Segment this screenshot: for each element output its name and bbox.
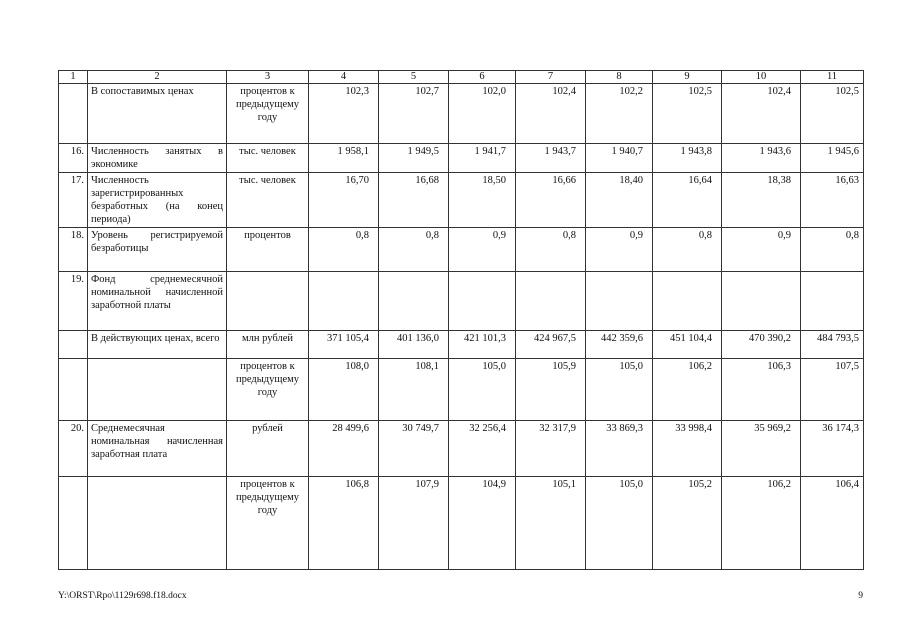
unit-cell: рублей	[227, 421, 309, 477]
value-cell: 32 317,9	[516, 421, 586, 477]
value-cell: 102,5	[653, 84, 722, 144]
value-cell: 33 869,3	[586, 421, 653, 477]
value-cell: 0,8	[309, 228, 379, 272]
table-row	[59, 228, 864, 272]
value-cell: 105,0	[586, 359, 653, 421]
indicator-name: В сопоставимых ценах	[88, 84, 227, 144]
value-cell: 1 943,6	[722, 144, 801, 173]
column-number: 3	[227, 71, 309, 84]
value-cell: 1 943,7	[516, 144, 586, 173]
value-cell	[309, 272, 379, 331]
value-cell: 0,9	[449, 228, 516, 272]
column-number: 5	[379, 71, 449, 84]
value-cell: 102,2	[586, 84, 653, 144]
unit-cell	[227, 272, 309, 331]
table-row	[59, 144, 864, 173]
column-number: 11	[801, 71, 864, 84]
value-cell: 102,4	[516, 84, 586, 144]
value-cell: 424 967,5	[516, 331, 586, 359]
table-row	[59, 84, 864, 144]
row-number	[59, 477, 88, 570]
column-number: 6	[449, 71, 516, 84]
row-number: 17.	[59, 173, 88, 228]
value-cell: 106,3	[722, 359, 801, 421]
value-cell: 451 104,4	[653, 331, 722, 359]
unit-cell: процентов к предыдущему году	[227, 84, 309, 144]
value-cell: 442 359,6	[586, 331, 653, 359]
value-cell: 106,4	[801, 477, 864, 570]
value-cell: 105,1	[516, 477, 586, 570]
value-cell: 0,8	[516, 228, 586, 272]
row-number: 19.	[59, 272, 88, 331]
value-cell: 105,2	[653, 477, 722, 570]
value-cell: 28 499,6	[309, 421, 379, 477]
column-number: 8	[586, 71, 653, 84]
value-cell: 18,50	[449, 173, 516, 228]
value-cell: 105,0	[586, 477, 653, 570]
unit-cell: процентов к предыдущему году	[227, 359, 309, 421]
value-cell: 108,0	[309, 359, 379, 421]
value-cell: 16,70	[309, 173, 379, 228]
value-cell: 106,8	[309, 477, 379, 570]
row-number	[59, 84, 88, 144]
value-cell: 16,63	[801, 173, 864, 228]
value-cell: 35 969,2	[722, 421, 801, 477]
value-cell	[516, 272, 586, 331]
value-cell: 484 793,5	[801, 331, 864, 359]
value-cell: 1 945,6	[801, 144, 864, 173]
value-cell: 32 256,4	[449, 421, 516, 477]
table-row	[59, 359, 864, 421]
indicator-name	[88, 477, 227, 570]
unit-cell: тыс. человек	[227, 173, 309, 228]
column-number: 7	[516, 71, 586, 84]
value-cell	[449, 272, 516, 331]
value-cell: 371 105,4	[309, 331, 379, 359]
value-cell: 36 174,3	[801, 421, 864, 477]
row-number: 20.	[59, 421, 88, 477]
value-cell: 106,2	[653, 359, 722, 421]
table-row	[59, 477, 864, 570]
value-cell: 33 998,4	[653, 421, 722, 477]
row-number: 16.	[59, 144, 88, 173]
table-row	[59, 272, 864, 331]
value-cell	[722, 272, 801, 331]
value-cell: 0,8	[653, 228, 722, 272]
value-cell: 30 749,7	[379, 421, 449, 477]
value-cell: 0,9	[586, 228, 653, 272]
unit-cell: тыс. человек	[227, 144, 309, 173]
data-table	[58, 70, 864, 570]
file-path: Y:\ORST\Rpo\1129r698.f18.docx	[58, 591, 187, 601]
indicator-name: В действующих ценах, всего	[88, 331, 227, 359]
indicator-name: Численность зарегистрированных безработных (на конец периода)	[88, 173, 227, 228]
value-cell: 102,5	[801, 84, 864, 144]
value-cell: 1 941,7	[449, 144, 516, 173]
unit-cell: млн рублей	[227, 331, 309, 359]
page-number: 9	[858, 591, 863, 601]
column-number: 9	[653, 71, 722, 84]
value-cell	[586, 272, 653, 331]
value-cell: 470 390,2	[722, 331, 801, 359]
column-number: 4	[309, 71, 379, 84]
value-cell: 0,9	[722, 228, 801, 272]
value-cell: 16,68	[379, 173, 449, 228]
value-cell: 102,0	[449, 84, 516, 144]
indicator-name: Уровень регистрируемой безработицы	[88, 228, 227, 272]
value-cell: 421 101,3	[449, 331, 516, 359]
row-number	[59, 331, 88, 359]
value-cell	[801, 272, 864, 331]
table-row	[59, 421, 864, 477]
value-cell: 106,2	[722, 477, 801, 570]
value-cell: 16,66	[516, 173, 586, 228]
value-cell: 401 136,0	[379, 331, 449, 359]
indicator-name: Численность занятых в экономике	[88, 144, 227, 173]
value-cell: 1 949,5	[379, 144, 449, 173]
value-cell: 107,9	[379, 477, 449, 570]
row-number: 18.	[59, 228, 88, 272]
value-cell: 102,4	[722, 84, 801, 144]
value-cell: 0,8	[379, 228, 449, 272]
value-cell: 18,40	[586, 173, 653, 228]
value-cell: 18,38	[722, 173, 801, 228]
column-number: 2	[88, 71, 227, 84]
value-cell: 105,0	[449, 359, 516, 421]
value-cell: 102,3	[309, 84, 379, 144]
row-number	[59, 359, 88, 421]
table-row	[59, 331, 864, 359]
unit-cell: процентов	[227, 228, 309, 272]
value-cell: 107,5	[801, 359, 864, 421]
indicator-name	[88, 359, 227, 421]
value-cell: 16,64	[653, 173, 722, 228]
value-cell: 102,7	[379, 84, 449, 144]
indicator-name: Среднемесячная номинальная начисленная заработная плата	[88, 421, 227, 477]
value-cell: 0,8	[801, 228, 864, 272]
value-cell: 108,1	[379, 359, 449, 421]
value-cell	[379, 272, 449, 331]
value-cell: 1 958,1	[309, 144, 379, 173]
table-row	[59, 173, 864, 228]
column-number: 1	[59, 71, 88, 84]
value-cell: 104,9	[449, 477, 516, 570]
indicator-name: Фонд среднемесячной номинальной начисленной заработной платы	[88, 272, 227, 331]
value-cell: 105,9	[516, 359, 586, 421]
unit-cell: процентов к предыдущему году	[227, 477, 309, 570]
value-cell: 1 943,8	[653, 144, 722, 173]
column-number: 10	[722, 71, 801, 84]
header-row	[59, 71, 864, 84]
value-cell: 1 940,7	[586, 144, 653, 173]
value-cell	[653, 272, 722, 331]
